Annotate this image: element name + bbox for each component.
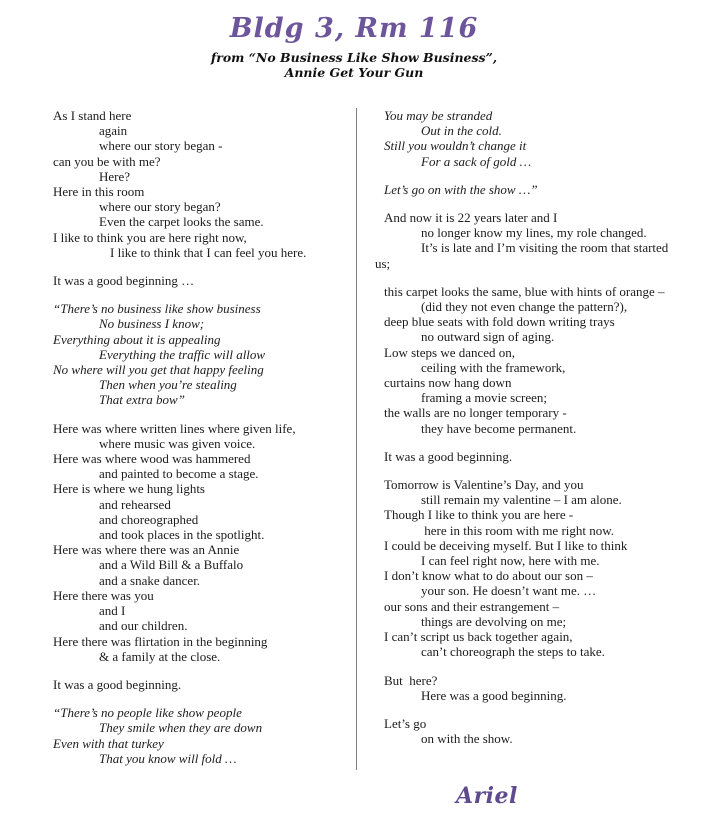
- poem-line: It was a good beginning.: [384, 448, 513, 464]
- poem-column-left: [0, 108, 356, 766]
- poem-line: Out in the cold.: [421, 123, 502, 139]
- poem-line: and a Wild Bill & a Buffalo: [99, 557, 244, 573]
- poem-subtitle-source: from “No Business Like Show Business”,: [210, 50, 498, 65]
- stanza-gap: [384, 436, 702, 449]
- poem-line: and rehearsed: [99, 496, 171, 512]
- stanza-gap: [384, 271, 702, 284]
- poem-line: this carpet looks the same, blue with hints of orange –: [384, 283, 665, 299]
- poem-line: Here was where wood was hammered: [53, 451, 251, 467]
- poem-header: [0, 14, 708, 80]
- poem-column-right: [357, 108, 708, 746]
- stanza-gap: [53, 664, 350, 677]
- poem-line: deep blue seats with fold down writing trays: [384, 314, 615, 330]
- poem-line: our sons and their estrangement –: [384, 598, 560, 614]
- poem-columns: [0, 108, 708, 770]
- stanza-gap: [53, 288, 350, 301]
- poem-line: Everything about it is appealing: [53, 331, 221, 347]
- poem-line: Even with that turkey: [53, 735, 164, 751]
- poem-line: here in this room with me right now.: [421, 522, 615, 538]
- poem-line: Here there was you: [53, 587, 154, 603]
- poem-line: curtains now hang down: [384, 375, 512, 391]
- poem-line: As I stand here: [53, 108, 132, 123]
- poem-line: & a family at the close.: [99, 648, 221, 664]
- stanza-gap: [384, 703, 702, 716]
- poem-line: (did they not even change the pattern?),: [421, 299, 628, 315]
- poem-line: and choreographed: [99, 511, 199, 527]
- poem-line: ceiling with the framework,: [421, 359, 566, 375]
- stanza-gap: [53, 260, 350, 273]
- poem-line: Still you wouldn’t change it: [384, 138, 527, 154]
- poem-line: Let’s go: [384, 715, 427, 731]
- poem-line: You may be stranded: [384, 108, 493, 123]
- poem-line: Though I like to think you are here -: [384, 507, 574, 523]
- poem-line: I can’t script us back together again,: [384, 629, 573, 645]
- stanza-gap: [384, 660, 702, 673]
- poem-line: Here in this room: [53, 184, 145, 200]
- author-signature: Ariel: [456, 783, 518, 809]
- poem-line: still remain my valentine – I am alone.: [421, 492, 622, 508]
- poem-line: That extra bow”: [99, 392, 185, 408]
- poem-line: Here there was flirtation in the beginning: [53, 633, 268, 649]
- poem-line: Then when you’re stealing: [99, 377, 237, 393]
- poem-line: and took places in the spotlight.: [99, 527, 265, 543]
- poem-line: no longer know my lines, my role changed.: [421, 225, 647, 241]
- poem-line: That you know will fold …: [99, 750, 237, 766]
- poem-line: framing a movie screen;: [421, 390, 547, 406]
- poem-line: I don’t know what to do about our son –: [384, 568, 593, 584]
- poem-line: and I: [99, 603, 126, 619]
- poem-line: “There’s no people like show people: [53, 705, 242, 721]
- poem-line: Here?: [99, 168, 131, 184]
- poem-line: No where will you get that happy feeling: [53, 362, 264, 378]
- poem-line: can you be with me?: [53, 153, 161, 169]
- poem-line: your son. He doesn’t want me. …: [421, 583, 597, 599]
- poem-line: Here is where we hung lights: [53, 481, 205, 497]
- poem-line: us;: [375, 255, 391, 271]
- poem-title: Bldg 3, Rm 116: [229, 13, 479, 44]
- poem-line: Low steps we danced on,: [384, 344, 516, 360]
- stanza-gap: [53, 408, 350, 421]
- poem-line: Even the carpet looks the same.: [99, 214, 264, 230]
- poem-line: It’s is late and I’m visiting the room that started: [421, 240, 669, 256]
- poem-line: where our story began -: [99, 138, 223, 154]
- poem-line: where our story began?: [99, 199, 221, 215]
- poem-line: I like to think you are here right now,: [53, 229, 247, 245]
- poem-line: And now it is 22 years later and I: [384, 210, 558, 226]
- poem-line: They smile when they are down: [99, 720, 263, 736]
- poem-line: Here was where written lines where given life,: [53, 420, 296, 436]
- poem-line: Everything the traffic will allow: [99, 346, 266, 362]
- poem-line: Let’s go on with the show …”: [384, 181, 538, 197]
- poem-line: Here was where there was an Annie: [53, 542, 240, 558]
- poem-line: things are devolving on me;: [421, 613, 567, 629]
- poem-line: I can feel right now, here with me.: [421, 553, 600, 569]
- poem-line: and painted to become a stage.: [99, 466, 259, 482]
- poem-line: I could be deceiving myself. But I like to think: [384, 537, 628, 553]
- poem-line: It was a good beginning.: [53, 676, 182, 692]
- poem-subtitle-show: Annie Get Your Gun: [284, 65, 424, 80]
- poem-line: no outward sign of aging.: [421, 329, 555, 345]
- poem-line: I like to think that I can feel you here.: [110, 244, 307, 260]
- poem-line: But here?: [384, 672, 438, 688]
- stanza-gap: [384, 169, 702, 182]
- poem-line: For a sack of gold …: [421, 153, 532, 169]
- poem-line: they have become permanent.: [421, 420, 577, 436]
- poem-line: again: [99, 123, 128, 139]
- poem-line: It was a good beginning …: [53, 273, 195, 289]
- poem-line: Tomorrow is Valentine’s Day, and you: [384, 477, 584, 493]
- stanza-gap: [384, 464, 702, 477]
- stanza-gap: [384, 197, 702, 210]
- stanza-gap: [53, 692, 350, 705]
- poem-line: where music was given voice.: [99, 435, 256, 451]
- poem-line: the walls are no longer temporary -: [384, 405, 567, 421]
- poem-line: on with the show.: [421, 731, 513, 747]
- poem-line: and our children.: [99, 618, 188, 634]
- poem-line: “There’s no business like show business: [53, 301, 261, 317]
- poem-line: and a snake dancer.: [99, 572, 201, 588]
- poem-line: No business I know;: [99, 316, 205, 332]
- poem-line: can’t choreograph the steps to take.: [421, 644, 605, 660]
- poem-line: Here was a good beginning.: [421, 687, 567, 703]
